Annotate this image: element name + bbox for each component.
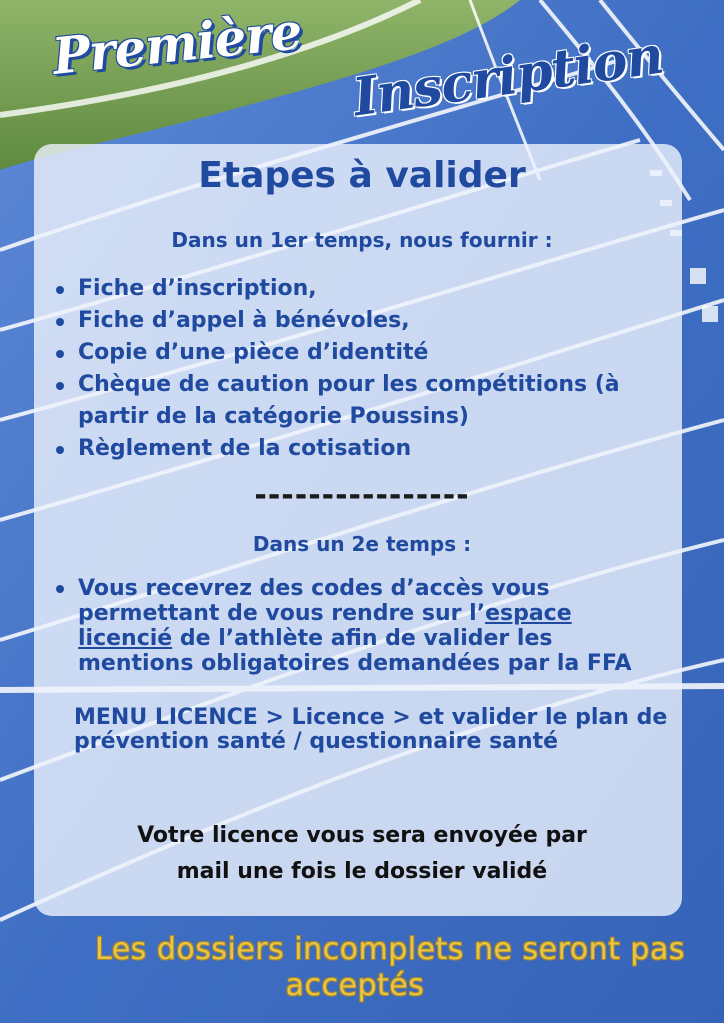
final-note-line1: Votre licence vous sera envoyée par — [137, 823, 587, 848]
final-note-line2: mail une fois le dossier validé — [176, 859, 548, 884]
list-item: Règlement de la cotisation — [56, 433, 656, 465]
list-item: Chèque de caution pour les compétitions (à partir de la catégorie Poussins) — [56, 369, 656, 433]
step2-text-before: Vous recevrez des codes d’accès vous permettant de vous rendre sur l’ — [78, 576, 550, 626]
step2-list — [56, 576, 656, 676]
list-item: Copie d’une pièce d’identité — [56, 337, 656, 369]
espace-licencie-link[interactable]: espace licencié — [78, 601, 572, 651]
content-card — [34, 144, 682, 916]
title-premiere: Première — [49, 1, 305, 86]
warning-line2: acceptés — [285, 968, 425, 1003]
list-item — [56, 576, 656, 676]
step1-list — [56, 273, 656, 465]
card-heading: Etapes à valider — [198, 155, 526, 196]
title-inscription: Inscription — [349, 24, 667, 129]
step2-text-after: de l’athlète afin de valider les mentions obligatoires demandées par la FFA — [78, 626, 632, 676]
incomplete-warning — [40, 932, 724, 1004]
separator: ---------------- — [254, 478, 470, 513]
step1-intro: Dans un 1er temps, nous fournir : — [171, 228, 553, 252]
list-item: Fiche d’inscription, — [56, 273, 656, 305]
list-item: Fiche d’appel à bénévoles, — [56, 305, 656, 337]
warning-line1: Les dossiers incomplets ne seront pas — [95, 932, 685, 967]
step2-intro: Dans un 2e temps : — [252, 532, 472, 556]
menu-licence-instruction: MENU LICENCE > Licence > et valider le plan de prévention santé / questionnaire santé — [74, 705, 668, 754]
